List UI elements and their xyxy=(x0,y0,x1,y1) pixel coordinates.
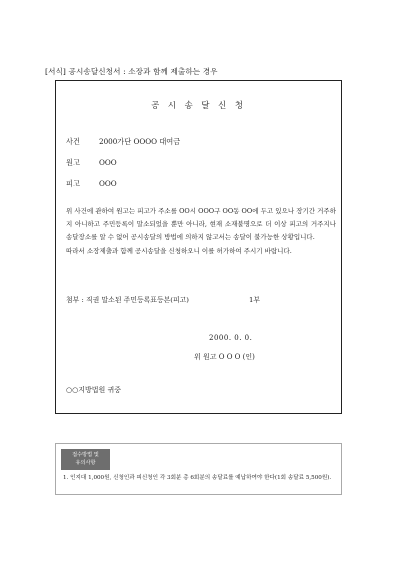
case-label: 사건 xyxy=(66,137,80,146)
defendant-value: OOO xyxy=(99,179,117,188)
defendant-label: 피고 xyxy=(66,179,80,188)
form-title: 공 시 송 달 신 청 xyxy=(151,100,246,110)
notes-tab xyxy=(61,449,110,470)
plaintiff-value: OOO xyxy=(99,158,117,167)
body-paragraph: 위 사건에 관하여 원고는 피고가 주소를 OO시 OOO구 OO동 OO에 두고 있으나 장기간 거주하지 아니하고 주민등록이 말소되었을 뿐만 아니라, 현재 소재불명으로 더 이상 피고의 거주지나 송달장소를 알 수 없어 공시송달의 방법에 의하지 않고서는 송달이 불가능한 상황입니다. xyxy=(66,207,336,242)
attachment-line xyxy=(66,294,261,304)
defendant-field xyxy=(66,179,117,189)
plaintiff-label: 원고 xyxy=(66,158,80,167)
plaintiff-signature: 위 원고 O O O (인) xyxy=(194,353,255,361)
attachment-qty: 1부 xyxy=(249,296,261,304)
request-body xyxy=(66,205,336,258)
notes-text: 1. 인지대 1,000원, 신청인과 피신청인 각 3회분 총 6회분의 송달료를 예납하여야 한다(1회 송달료 5,500원). xyxy=(63,475,332,481)
application-form xyxy=(55,80,342,414)
notes-box xyxy=(55,443,342,495)
body-paragraph: 따라서 소장제출과 함께 공시송달을 신청하오니 이를 허가하여 주시기 바랍니다. xyxy=(66,246,292,255)
case-value: 2000가단 OOOO 대여금 xyxy=(99,137,181,146)
submission-date: 2000. 0. 0. xyxy=(209,334,253,342)
case-field xyxy=(66,137,180,147)
form-caption: [서식] 공시송달신청서 : 소장과 함께 제출하는 경우 xyxy=(45,67,218,76)
court-addressee: ○○지방법원 귀중 xyxy=(66,386,122,394)
notes-tab-line: 접수방법 및 xyxy=(72,452,99,458)
plaintiff-field xyxy=(66,158,117,168)
notes-tab-line: 유의사항 xyxy=(75,460,96,466)
attachment-text: 첨부 : 직권 말소된 주민등록표등본(피고) xyxy=(66,296,189,304)
